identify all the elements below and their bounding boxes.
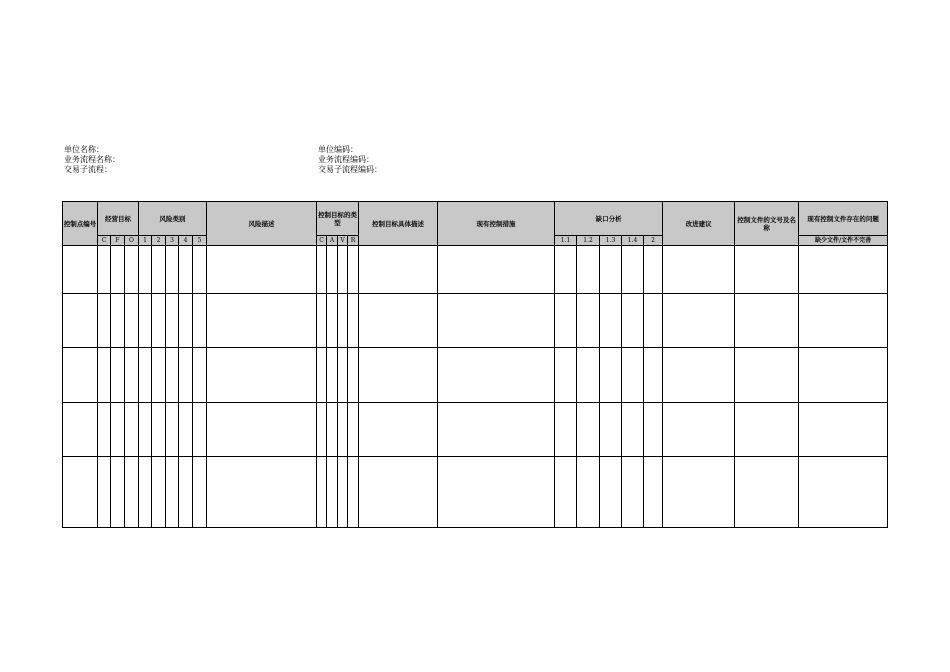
sub-gap-1-4: 1.4 [622, 236, 644, 246]
sub-risk-3: 3 [166, 236, 179, 246]
col-business-goal: 经营目标 [98, 202, 139, 236]
process-name-label: 业务流程名称： [64, 155, 120, 164]
header-row [63, 202, 888, 236]
col-risk-category: 风险类别 [139, 202, 207, 236]
sub-gap-2: 2 [644, 236, 663, 246]
sub-goal-f: F [111, 236, 125, 246]
col-gap-analysis: 缺口分析 [555, 202, 663, 236]
sub-risk-5: 5 [193, 236, 207, 246]
sub-type-r: R [348, 236, 359, 246]
sub-risk-2: 2 [152, 236, 166, 246]
sub-type-a: A [327, 236, 338, 246]
col-control-goal-desc: 控制目标具体描述 [359, 202, 438, 246]
sub-goal-c: C [98, 236, 111, 246]
table-row [63, 403, 888, 457]
process-code-label: 业务流程编码： [318, 155, 374, 164]
sub-type-c: C [317, 236, 327, 246]
col-doc-issues: 现有控制文件存在的问题 [799, 202, 888, 236]
unit-info-left [64, 145, 120, 175]
col-risk-desc: 风险描述 [207, 202, 317, 246]
sub-goal-o: O [125, 236, 139, 246]
unit-name-label: 单位名称： [64, 145, 104, 154]
sub-type-v: V [338, 236, 348, 246]
table-row [63, 457, 888, 528]
table-row [63, 348, 888, 403]
sub-gap-1-3: 1.3 [600, 236, 622, 246]
col-existing-measures: 现有控制措施 [438, 202, 555, 246]
subprocess-code-label: 交易子流程编码： [318, 165, 382, 174]
subprocess-label: 交易子流程： [64, 165, 112, 174]
sub-gap-1-2: 1.2 [577, 236, 600, 246]
col-doc-no: 控制文件的文号及名称 [735, 202, 799, 246]
sub-gap-1-1: 1.1 [555, 236, 577, 246]
sub-risk-4: 4 [179, 236, 193, 246]
col-control-point: 控制点编号 [63, 202, 98, 246]
control-matrix-table [62, 201, 888, 528]
unit-info-right [318, 145, 382, 175]
sub-risk-1: 1 [139, 236, 152, 246]
unit-code-label: 单位编码： [318, 145, 358, 154]
col-control-goal-type: 控制目标的类型 [317, 202, 359, 236]
table-row [63, 294, 888, 348]
table-row [63, 246, 888, 294]
col-improvement: 改进建议 [663, 202, 735, 246]
sub-doc-issues: 缺少文件/文件不完善 [799, 236, 888, 246]
